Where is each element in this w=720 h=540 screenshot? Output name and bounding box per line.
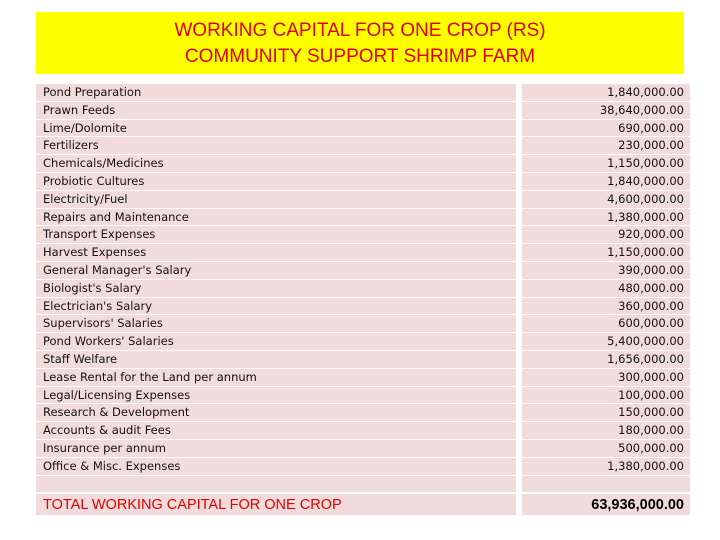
table-row: [36, 191, 696, 209]
item-amount: 1,380,000.00: [522, 209, 690, 227]
item-amount: 360,000.00: [522, 298, 690, 316]
item-amount: 1,380,000.00: [522, 458, 690, 476]
item-label: Fertilizers: [36, 137, 516, 155]
item-amount: 1,150,000.00: [522, 244, 690, 262]
item-label: General Manager's Salary: [36, 262, 516, 280]
item-amount: 390,000.00: [522, 262, 690, 280]
table-row: [36, 120, 696, 138]
table-row: [36, 387, 696, 405]
item-label: Accounts & audit Fees: [36, 422, 516, 440]
total-row: [36, 494, 696, 516]
item-label: Office & Misc. Expenses: [36, 458, 516, 476]
item-label: Lease Rental for the Land per annum: [36, 369, 516, 387]
table-row: [36, 440, 696, 458]
item-amount: 4,600,000.00: [522, 191, 690, 209]
table-row: [36, 458, 696, 476]
item-label: Pond Preparation: [36, 84, 516, 102]
item-label: Transport Expenses: [36, 226, 516, 244]
item-amount: 500,000.00: [522, 440, 690, 458]
cost-table: [36, 84, 696, 516]
title-banner: [36, 12, 684, 74]
item-label: Pond Workers' Salaries: [36, 333, 516, 351]
total-label: TOTAL WORKING CAPITAL FOR ONE CROP: [36, 494, 516, 516]
item-label: Research & Development: [36, 404, 516, 422]
total-amount: 63,936,000.00: [522, 494, 690, 516]
cost-rows: [36, 84, 696, 476]
item-amount: 180,000.00: [522, 422, 690, 440]
item-label: Insurance per annum: [36, 440, 516, 458]
item-amount: 1,656,000.00: [522, 351, 690, 369]
item-label: Harvest Expenses: [36, 244, 516, 262]
item-label: Lime/Dolomite: [36, 120, 516, 138]
table-row: [36, 244, 696, 262]
item-label: Repairs and Maintenance: [36, 209, 516, 227]
item-label: Electrician's Salary: [36, 298, 516, 316]
table-row: [36, 333, 696, 351]
table-row: [36, 422, 696, 440]
item-label: Probiotic Cultures: [36, 173, 516, 191]
table-row: [36, 351, 696, 369]
item-amount: 150,000.00: [522, 404, 690, 422]
table-row: [36, 155, 696, 173]
item-amount: 1,150,000.00: [522, 155, 690, 173]
item-amount: 38,640,000.00: [522, 102, 690, 120]
table-row: [36, 173, 696, 191]
table-row: [36, 404, 696, 422]
item-amount: 480,000.00: [522, 280, 690, 298]
item-amount: 230,000.00: [522, 137, 690, 155]
item-amount: 920,000.00: [522, 226, 690, 244]
table-row: [36, 137, 696, 155]
title-line-1: WORKING CAPITAL FOR ONE CROP (RS): [174, 20, 546, 41]
item-amount: 600,000.00: [522, 315, 690, 333]
table-row: [36, 280, 696, 298]
table-row: [36, 84, 696, 102]
blank-row: [36, 476, 696, 494]
table-row: [36, 226, 696, 244]
item-label: Prawn Feeds: [36, 102, 516, 120]
table-row: [36, 315, 696, 333]
item-amount: 300,000.00: [522, 369, 690, 387]
title-line-2: COMMUNITY SUPPORT SHRIMP FARM: [184, 46, 536, 67]
item-label: Chemicals/Medicines: [36, 155, 516, 173]
item-amount: 690,000.00: [522, 120, 690, 138]
table-row: [36, 369, 696, 387]
table-row: [36, 102, 696, 120]
item-label: Biologist's Salary: [36, 280, 516, 298]
table-row: [36, 262, 696, 280]
item-label: Electricity/Fuel: [36, 191, 516, 209]
table-row: [36, 298, 696, 316]
item-amount: 5,400,000.00: [522, 333, 690, 351]
table-row: [36, 209, 696, 227]
item-amount: 1,840,000.00: [522, 84, 690, 102]
item-amount: 100,000.00: [522, 387, 690, 405]
item-label: Legal/Licensing Expenses: [36, 387, 516, 405]
item-label: Supervisors' Salaries: [36, 315, 516, 333]
item-label: Staff Welfare: [36, 351, 516, 369]
item-amount: 1,840,000.00: [522, 173, 690, 191]
